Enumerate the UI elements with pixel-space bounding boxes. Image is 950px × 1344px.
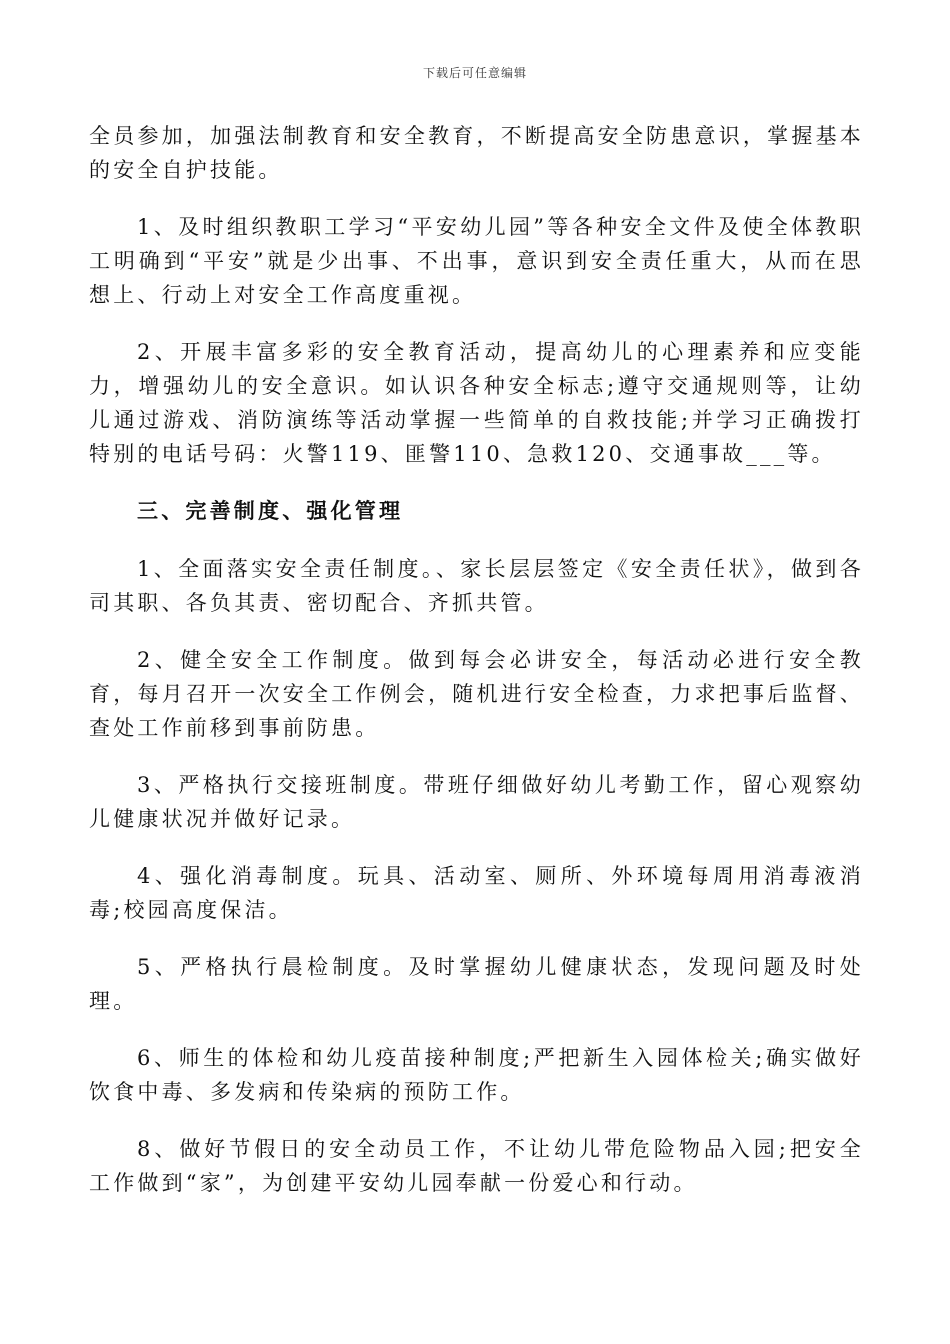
paragraph-item-4-disinfection: 4、强化消毒制度。玩具、活动室、厕所、外环境每周用消毒液消毒;校园高度保洁。 xyxy=(89,864,864,922)
paragraph-intro-continuation: 全员参加，加强法制教育和安全教育，不断提高安全防患意识，掌握基本的安全自护技能。 xyxy=(89,124,864,182)
paragraph-item-1-responsibility: 1、全面落实安全责任制度。、家长层层签定《安全责任状》，做到各司其职、各负其责、密切配合、齐抓共管。 xyxy=(89,557,864,615)
document-body xyxy=(89,119,864,1223)
paragraph-item-1-staff-study: 1、及时组织教职工学习“平安幼儿园”等各种安全文件及使全体教职工明确到“平安”就是少出事、不出事，意识到安全责任重大，从而在思想上、行动上对安全工作高度重视。 xyxy=(89,215,864,307)
paragraph-item-5-morning-check: 5、严格执行晨检制度。及时掌握幼儿健康状态，发现问题及时处理。 xyxy=(89,955,864,1013)
paragraph-item-2-safety-education: 2、开展丰富多彩的安全教育活动，提高幼儿的心理素养和应变能力，增强幼儿的安全意识。如认识各种安全标志;遵守交通规则等，让幼儿通过游戏、消防演练等活动掌握一些简单的自救技能;并学习正确拨打特别的电话号码：火警119、匪警110、急救120、交通事故___等。 xyxy=(89,340,864,466)
paragraph-item-8-holiday-safety: 8、做好节假日的安全动员工作，不让幼儿带危险物品入园;把安全工作做到“家”，为创建平安幼儿园奉献一份爱心和行动。 xyxy=(89,1137,864,1195)
paragraph-item-3-shift-handover: 3、严格执行交接班制度。带班仔细做好幼儿考勤工作，留心观察幼儿健康状况并做好记录。 xyxy=(89,773,864,831)
page-header-note: 下载后可任意编辑 xyxy=(422,66,527,80)
section-heading-3: 三、完善制度、强化管理 xyxy=(137,498,404,523)
paragraph-item-6-health-check: 6、师生的体检和幼儿疫苗接种制度;严把新生入园体检关;确实做好饮食中毒、多发病和传染病的预防工作。 xyxy=(89,1046,864,1104)
paragraph-item-2-work-system: 2、健全安全工作制度。做到每会必讲安全，每活动必进行安全教育，每月召开一次安全工作例会，随机进行安全检查，力求把事后监督、查处工作前移到事前防患。 xyxy=(89,648,864,740)
